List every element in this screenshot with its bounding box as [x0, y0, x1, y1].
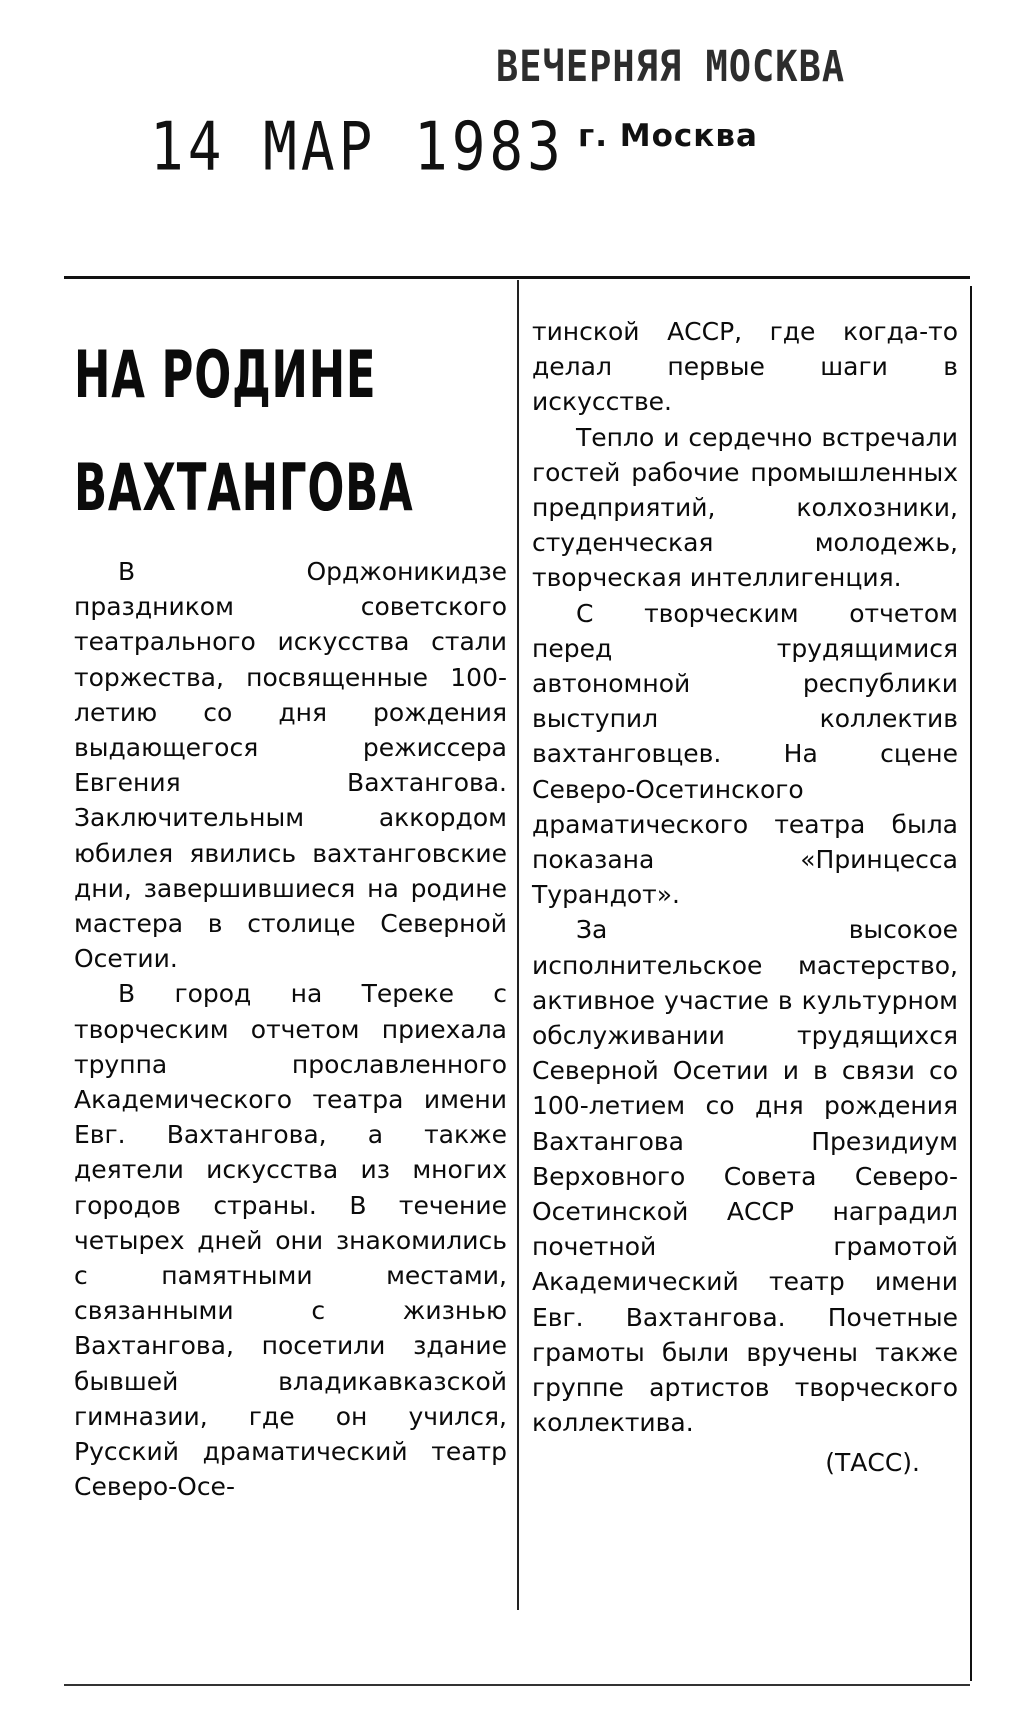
newspaper-stamp: ВЕЧЕРНЯЯ МОСКВА	[496, 41, 846, 92]
right-rule	[970, 286, 972, 1681]
article-headline	[74, 318, 464, 545]
top-rule	[64, 276, 970, 279]
paragraph-2-continued: тинской АССР, где когда-то делал первые шаги в искусстве.	[532, 317, 958, 417]
paragraph-4: С творческим отчетом перед трудящимися автономной республики выступил коллектив вахтанговцев. На сцене Северо-Осетинского драматического театра была показана «Принцесса Турандот».	[532, 598, 958, 910]
left-column	[74, 318, 507, 1504]
paragraph-3: Тепло и сердечно встречали гостей рабочие промышленных предприятий, колхозники, студенческая молодежь, творческая интеллигенция.	[532, 422, 958, 593]
date-stamp: 14 МАР 1983	[150, 108, 565, 187]
newspaper-clipping	[64, 276, 972, 1686]
paragraph-5: За высокое исполнительское мастерство, активное участие в культурном обслуживании трудящихся Северной Осетии и в связи со 100-летием со дня рождения Вахтангова Президиум Верховного Совета Северо-Осетинской АССР наградил почетной грамотой Академический театр имени Евг. Вахтангова. Почетные грамоты были вручены также группе артистов творческого коллектива.	[532, 915, 958, 1438]
column-divider	[517, 280, 519, 1610]
paragraph-2: В город на Тереке с творческим отчетом приехала труппа прославленного Академического театра имени Евг. Вахтангова, а также деятели искусства из многих городов страны. В течение четырех дней они знакомились с памятными местами, связанными с жизнью Вахтангова, посетили здание бывшей владикавказской гимназии, где он учился, Русский драматический театр Северо-Осе-	[74, 979, 507, 1502]
paragraph-1: В Орджоникидзе праздником советского театрального искусства стали торжества, посвященные 100-летию со дня рождения выдающегося режиссера Евгения Вахтангова. Заключительным аккордом юбилея явились вахтанговские дни, завершившиеся на родине мастера в столице Северной Осетии.	[74, 557, 507, 974]
headline-line-1: НА РОДИНЕ	[74, 335, 377, 413]
news-source: (ТАСС).	[825, 1447, 920, 1477]
city-stamp: г. Москва	[578, 118, 758, 154]
headline-line-2: ВАХТАНГОВА	[74, 449, 414, 526]
right-column	[532, 314, 958, 1480]
bottom-rule	[64, 1684, 970, 1686]
